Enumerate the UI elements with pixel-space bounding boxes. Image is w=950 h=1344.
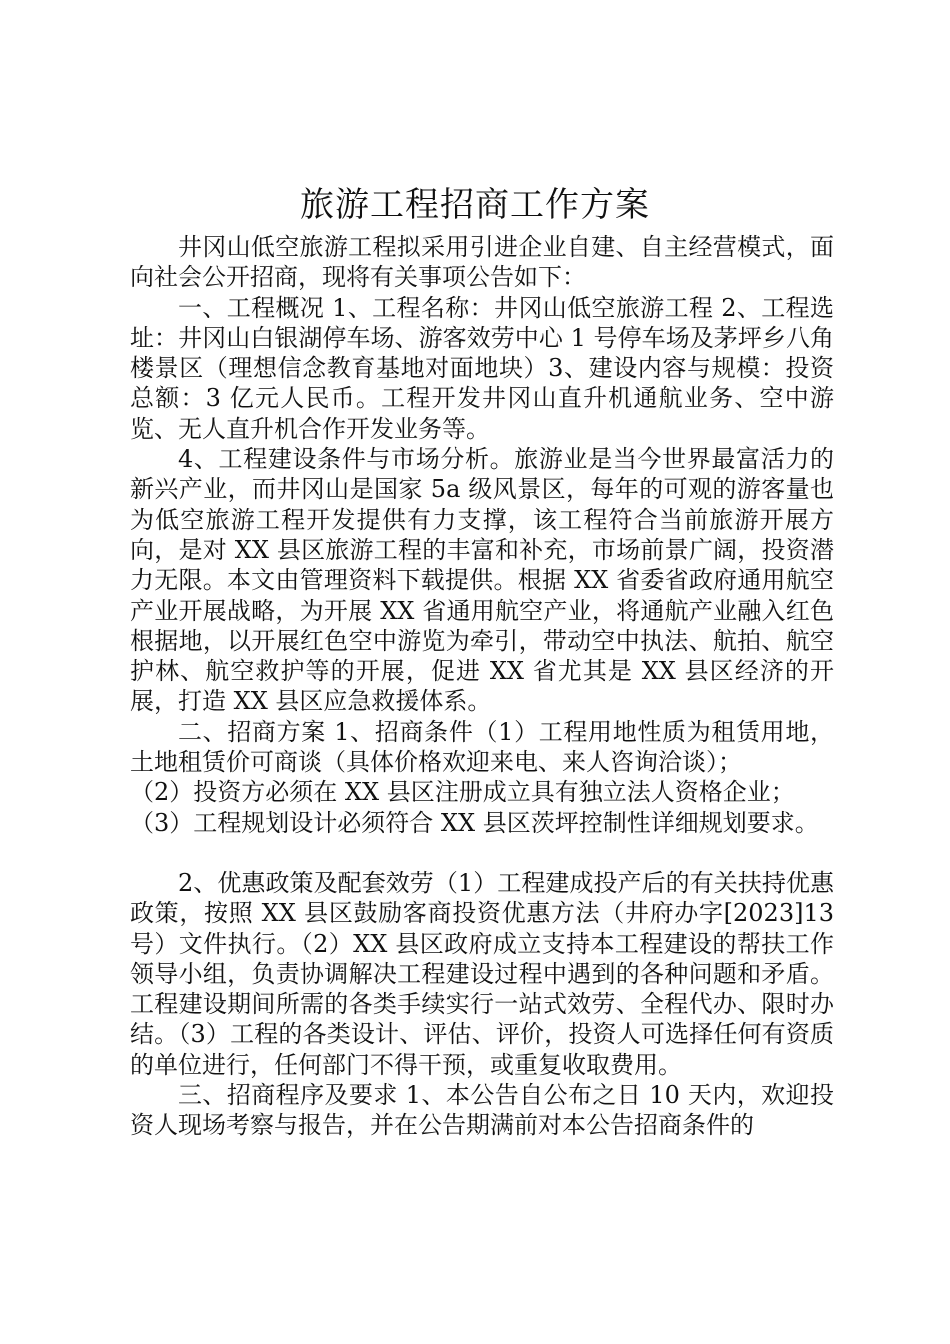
paragraph-procedure: 三、招商程序及要求 1、本公告自公布之日 10 天内，欢迎投资人现场考察与报告，并在公告期满前对本公告招商条件的: [130, 1081, 834, 1140]
paragraph-investment-plan: 二、招商方案 1、招商条件（1）工程用地性质为租赁用地，土地租赁价可商谈（具体价格欢迎来电、来人咨询洽谈）；: [130, 717, 834, 777]
paragraph-preferential-policies: 2、优惠政策及配套效劳（1）工程建成投产后的有关扶持优惠政策，按照 XX 县区鼓励客商投资优惠方法（井府办字[2023]13 号）文件执行。（2）XX 县区政府成立支持本工程建设的帮扶工作领导小组，负责协调解决工程建设过程中遇到的各种问题和矛盾。工程建设期间所需的各类手续实行一站式效劳、全程代办、限时办结。（3）工程的各类设计、评估、评价，投资人可选择任何有资质的单位进行，任何部门不得干预，或重复收取费用。: [130, 868, 834, 1079]
document-title: 旅游工程招商工作方案: [300, 185, 650, 225]
paragraph-project-overview: 一、工程概况 1、工程名称：井冈山低空旅游工程 2、工程选址：井冈山白银湖停车场、游客效劳中心 1 号停车场及茅坪乡八角楼景区（理想信念教育基地对面地块）3、建设内容与规模：投资总额：3 亿元人民币。工程开发井冈山直升机通航业务、空中游览、无人直升机合作开发业务等。: [130, 293, 834, 443]
paragraph-condition-3: （3）工程规划设计必须符合 XX 县区茨坪控制性详细规划要求。: [130, 808, 819, 837]
paragraph-spacer: [130, 838, 834, 868]
document-body: [130, 232, 834, 1141]
paragraph-intro: 井冈山低空旅游工程拟采用引进企业自建、自主经营模式，面向社会公开招商，现将有关事项公告如下：: [130, 233, 834, 292]
paragraph-market-analysis: 4、工程建设条件与市场分析。旅游业是当今世界最富活力的新兴产业，而井冈山是国家 5a 级风景区，每年的可观的游客量也为低空旅游工程开发提供有力支撑，该工程符合当前旅游开展方向，是对 XX 县区旅游工程的丰富和补充，市场前景广阔，投资潜力无限。本文由管理资料下载提供。根据 XX 省委省政府通用航空产业开展战略，为开展 XX 省通用航空产业，将通航产业融入红色根据地，以开展红色空中游览为牵引，带动空中执法、航拍、航空护林、航空救护等的开展，促进 XX 省尤其是 XX 县区经济的开展，打造 XX 县区应急救援体系。: [130, 445, 834, 716]
paragraph-condition-2: （2）投资方必须在 XX 县区注册成立具有独立法人资格企业；: [130, 778, 795, 807]
